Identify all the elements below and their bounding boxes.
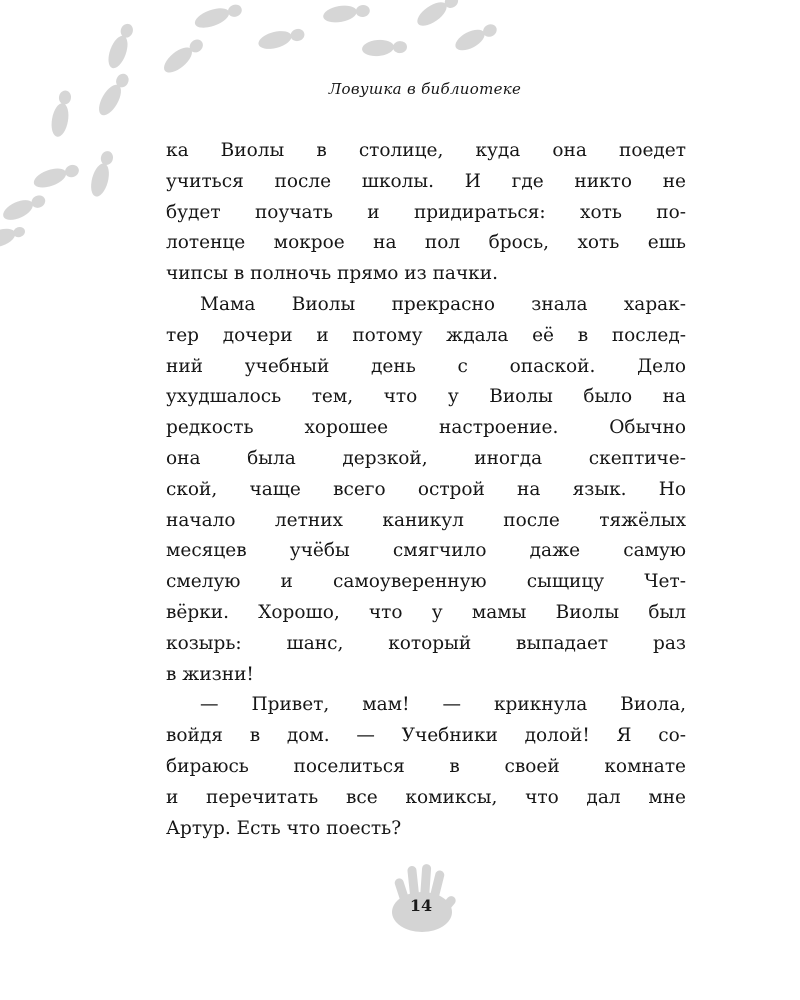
text-line: Мама Виолы прекрасно знала харак-: [200, 293, 686, 315]
text-line: в жизни!: [166, 663, 254, 685]
text-line: ка Виолы в столице, куда она поедет: [166, 140, 686, 161]
text-line: бираюсь поселиться в своей комнате: [166, 755, 686, 777]
text-line: ний учебный день с опаской. Дело: [166, 355, 686, 377]
paragraph: [166, 136, 686, 290]
text-line: тер дочери и потому ждала её в послед-: [166, 324, 686, 346]
text-line: ской, чаще всего острой на язык. Но: [166, 478, 686, 500]
text-line: вёрки. Хорошо, что у мамы Виолы был: [166, 601, 686, 623]
page-number: 14: [409, 896, 433, 915]
text-line: будет поучать и придираться: хоть по-: [166, 201, 686, 223]
text-line: ухудшалось тем, что у Виолы было на: [166, 386, 686, 408]
text-line: смелую и самоуверенную сыщицу Чет-: [166, 571, 686, 593]
paragraph: [166, 290, 686, 690]
text-line: войдя в дом. — Учебники долой! Я со-: [166, 725, 686, 747]
text-line: чипсы в полночь прямо из пачки.: [166, 263, 498, 285]
paragraph: [166, 690, 686, 844]
text-line: начало летних каникул после тяжёлых: [166, 509, 686, 531]
text-line: она была дерзкой, иногда скептиче-: [166, 447, 686, 469]
text-line: — Привет, мам! — крикнула Виола,: [200, 694, 686, 716]
running-header: Ловушка в библиотеке: [328, 80, 522, 98]
text-line: учиться после школы. И где никто не: [166, 170, 686, 192]
text-line: козырь: шанс, который выпадает раз: [166, 632, 686, 654]
text-line: лотенце мокрое на пол брось, хоть ешь: [166, 232, 686, 254]
text-line: редкость хорошее настроение. Обычно: [166, 417, 686, 439]
text-line: месяцев учёбы смягчило даже самую: [166, 540, 686, 562]
text-line: и перечитать все комиксы, что дал мне: [166, 786, 686, 808]
text-line: Артур. Есть что поесть?: [166, 817, 402, 839]
body-text: [166, 136, 686, 844]
